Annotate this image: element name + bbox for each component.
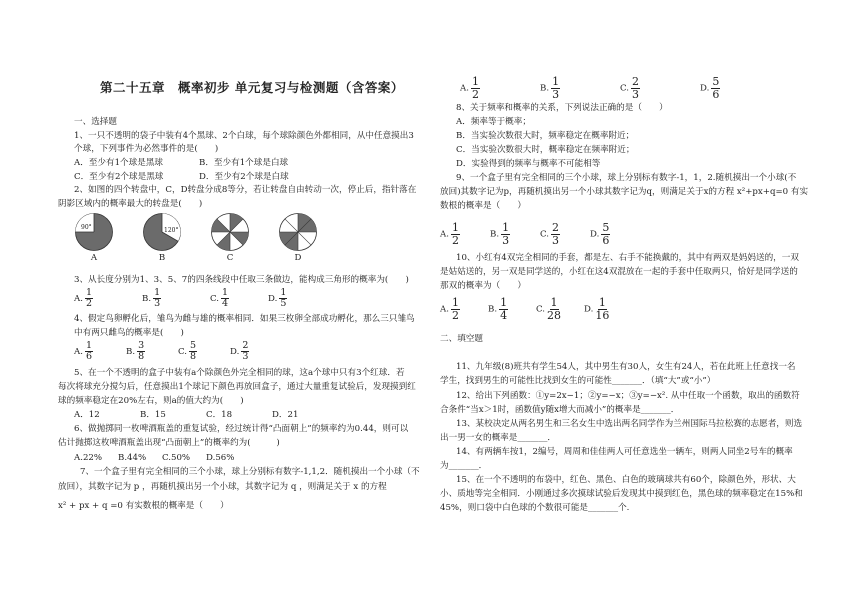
- q6-line-1: 6、做抛掷同一枚啤酒瓶盖的重复试验，经过统计得“凸面朝上”的频率约为0.44，则可以: [74, 424, 409, 434]
- q8-option-b: B．当实验次数很大时，频率稳定在概率附近；: [456, 131, 635, 141]
- q1-line-2: 个球，下列事件为必然事件的是( ): [74, 144, 219, 154]
- q4-option-a: A. $\frac{1}{6}$: [74, 340, 92, 362]
- q5-option-d: D．21: [272, 410, 299, 420]
- page-title: 第二十五章 概率初步 单元复习与检测题（含答案）: [100, 80, 404, 95]
- q9-option-b: B. $\frac{1}{3}$: [490, 221, 510, 247]
- spinner-a-angle: 90°: [81, 224, 92, 231]
- q7-option-c: C. $\frac{2}{3}$: [620, 75, 640, 101]
- q9-line-3: 数根的概率是（ ）: [440, 201, 526, 211]
- q6-option-d: D.56%: [206, 453, 235, 463]
- spinner-b-angle: 120°: [164, 227, 179, 234]
- q4-option-c: C. $\frac{5}{8}$: [178, 340, 197, 362]
- q8-text: 8、关于频率和概率的关系，下列说法正确的是（ ）: [456, 103, 668, 113]
- section-heading-fill: 二、填空题: [440, 334, 483, 344]
- q10-option-c: C. $\frac{1}{28}$: [536, 296, 562, 322]
- q5-option-b: B．15: [140, 410, 166, 420]
- q8-option-c: C．当实验次数很大时，概率稳定在频率附近；: [456, 145, 635, 155]
- q9-line-2: 放回)其数字记为p，再随机摸出另一个小球其数字记为q，则满足关于x的方程 x²+px+q=0 有实: [440, 187, 809, 197]
- q5-line-1: 5、在一个不透明的盒子中装有a个除颜色外完全相同的球，这a个球中只有3个红球．若: [74, 368, 405, 378]
- q14-line-1: 14、有两辆车按1，2编号，周周和佳佳两人可任意选坐一辆车，则两人同坐2号车的概率: [456, 447, 793, 457]
- q5-option-a: A．12: [74, 410, 100, 420]
- q12-line-2: 合条件“当x＞1时，函数值y随x增大而减小”的概率是_______．: [440, 405, 680, 415]
- q7-option-a: A. $\frac{1}{2}$: [460, 75, 479, 101]
- spinner-b-label: B: [158, 253, 166, 263]
- q11-line-1: 11、九年级(8)班共有学生54人，其中男生有30人，女生有24人，若在此班上任意找一名: [456, 362, 796, 372]
- spinner-b: [142, 212, 182, 252]
- q9-line-1: 9、一个盒子里有完全相同的三个小球，球上分别标有数字-1，1，2.随机摸出一个小球(不: [456, 173, 797, 183]
- q10-line-1: 10、小红有4双完全相同的手套，都是左、右手不能换戴的，其中有两双是妈妈送的，一双: [456, 253, 799, 263]
- q7-line-3: x² + px + q =0 有实数根的概率是（ ）: [58, 501, 229, 511]
- q5-line-2: 每次将球充分搅匀后，任意摸出1个球记下颜色再放回盒子，通过大量重复试验后，发现摸到红: [58, 382, 416, 392]
- q9-option-a: A. $\frac{1}{2}$: [440, 221, 459, 247]
- q3-option-a: A. $\frac{1}{2}$: [74, 287, 92, 309]
- q13-line-2: 出一男一女的概率是_______．: [440, 433, 557, 443]
- q3-option-c: C. $\frac{1}{4}$: [210, 287, 229, 309]
- spinner-d: [278, 212, 318, 252]
- q6-options: [74, 452, 250, 465]
- q10-option-d: D. $\frac{1}{16}$: [584, 296, 610, 322]
- q8-option-a: A．频率等于概率；: [456, 117, 531, 127]
- spinner-d-label: D: [294, 253, 302, 263]
- section-heading-choice: 一、选择题: [74, 117, 117, 127]
- q1-line-1: 1、一只不透明的袋子中装有4个黑球、2个白球，每个球除颜色外都相同，从中任意摸出3: [74, 131, 414, 141]
- q7-option-b: B. $\frac{1}{3}$: [540, 75, 560, 101]
- q9-option-c: C. $\frac{2}{3}$: [540, 221, 560, 247]
- q1-option-a: A．至少有1个球是黑球: [74, 158, 164, 168]
- spinner-c-label: C: [226, 253, 234, 263]
- q6-option-a: A.22%: [74, 453, 103, 463]
- q2-line-2: 阴影区域内的概率最大的转盘是( ): [58, 199, 203, 209]
- q4-options: [74, 341, 282, 362]
- q3-option-d: D. $\frac{1}{5}$: [268, 287, 287, 309]
- q13-line-1: 13、某校决定从两名男生和三名女生中选出两名同学作为兰州国际马拉松赛的志愿者，则选: [456, 419, 803, 429]
- q1-option-c: C．至少有2个球是黑球: [74, 172, 164, 182]
- q4-line-1: 4、假定鸟卵孵化后，雏鸟为雌与雄的概率相同．如果三枚卵全部成功孵化，那么三只雏鸟: [74, 314, 415, 324]
- q15-line-3: 45%，则口袋中白色球的个数很可能是_______个.: [440, 503, 630, 513]
- q10-option-a: A. $\frac{1}{2}$: [440, 296, 459, 322]
- q4-option-d: D. $\frac{2}{3}$: [230, 340, 249, 362]
- spinner-c: [210, 212, 250, 252]
- q10-options: [440, 297, 632, 321]
- q4-option-b: B. $\frac{3}{8}$: [126, 340, 145, 362]
- q5-option-c: C．18: [206, 410, 233, 420]
- spinner-a: [74, 212, 114, 252]
- q7-option-d: D. $\frac{5}{6}$: [700, 75, 720, 101]
- q12-line-1: 12、给出下列函数：①y=2x−1；②y=−x；③y=−x². 从中任取一个函数，取出的函数符: [456, 391, 800, 401]
- q3-option-b: B. $\frac{1}{3}$: [142, 287, 161, 309]
- q5-options: [74, 409, 338, 422]
- q10-line-2: 是姑姑送的，另一双是同学送的，小红在这4双混放在一起的手套中任取两只，恰好是同学送的: [440, 267, 798, 277]
- q15-line-2: 小、质地等完全相同．小刚通过多次摸球试验后发现其中摸到红色，黑色球的频率稳定在15%和: [440, 489, 803, 499]
- q7-line-1: 7、一个盒子里有完全相同的三个小球，球上分别标有数字-1,1,2．随机摸出一个小球（不: [80, 467, 420, 477]
- q9-option-d: D. $\frac{5}{6}$: [590, 221, 610, 247]
- q15-line-1: 15、在一个不透明的布袋中，红色、黑色、白色的玻璃球共有60个，除颜色外，形状、大: [456, 475, 796, 485]
- q10-line-3: 那双的概率为（ ）: [440, 281, 526, 291]
- q4-line-2: 中有两只雌鸟的概率是( ): [74, 328, 184, 338]
- q11-line-2: 学生，找到男生的可能性比找到女生的可能性_______．（填“大”或“小”）: [440, 376, 716, 386]
- q1-option-d: D．至少有2个球是白球: [199, 172, 289, 182]
- q6-option-c: C.50%: [162, 453, 191, 463]
- q7-options: [460, 76, 780, 100]
- spinner-a-label: A: [90, 253, 98, 263]
- q3-options: [74, 288, 326, 309]
- q2-line-1: 2、如图的四个转盘中，C，D转盘分成8等分，若让转盘自由转动一次，停止后，指针落在: [74, 185, 417, 195]
- q6-option-b: B.44%: [118, 453, 147, 463]
- q7-line-2: 放回），其数字记为 p ，再随机摸出另一个小球，其数字记为 q ，则满足关于 x 的方程: [58, 482, 387, 492]
- q9-options: [440, 222, 640, 246]
- q1-option-b: B．至少有1个球是白球: [199, 158, 289, 168]
- q3-text: 3、从长度分别为1、3、5、7的四条线段中任取三条做边，能构成三角形的概率为( ): [74, 275, 409, 285]
- q6-line-2: 估计抛掷这枚啤酒瓶盖出现“凸面朝上”的概率约为( ): [58, 438, 280, 448]
- q10-option-b: B. $\frac{1}{4}$: [488, 296, 508, 322]
- q14-line-2: 为_______．: [440, 461, 488, 471]
- q5-line-3: 球的频率稳定在20%左右，则a的值大约为( ): [58, 396, 244, 406]
- q8-option-d: D．实验得到的频率与概率不可能相等: [456, 159, 601, 169]
